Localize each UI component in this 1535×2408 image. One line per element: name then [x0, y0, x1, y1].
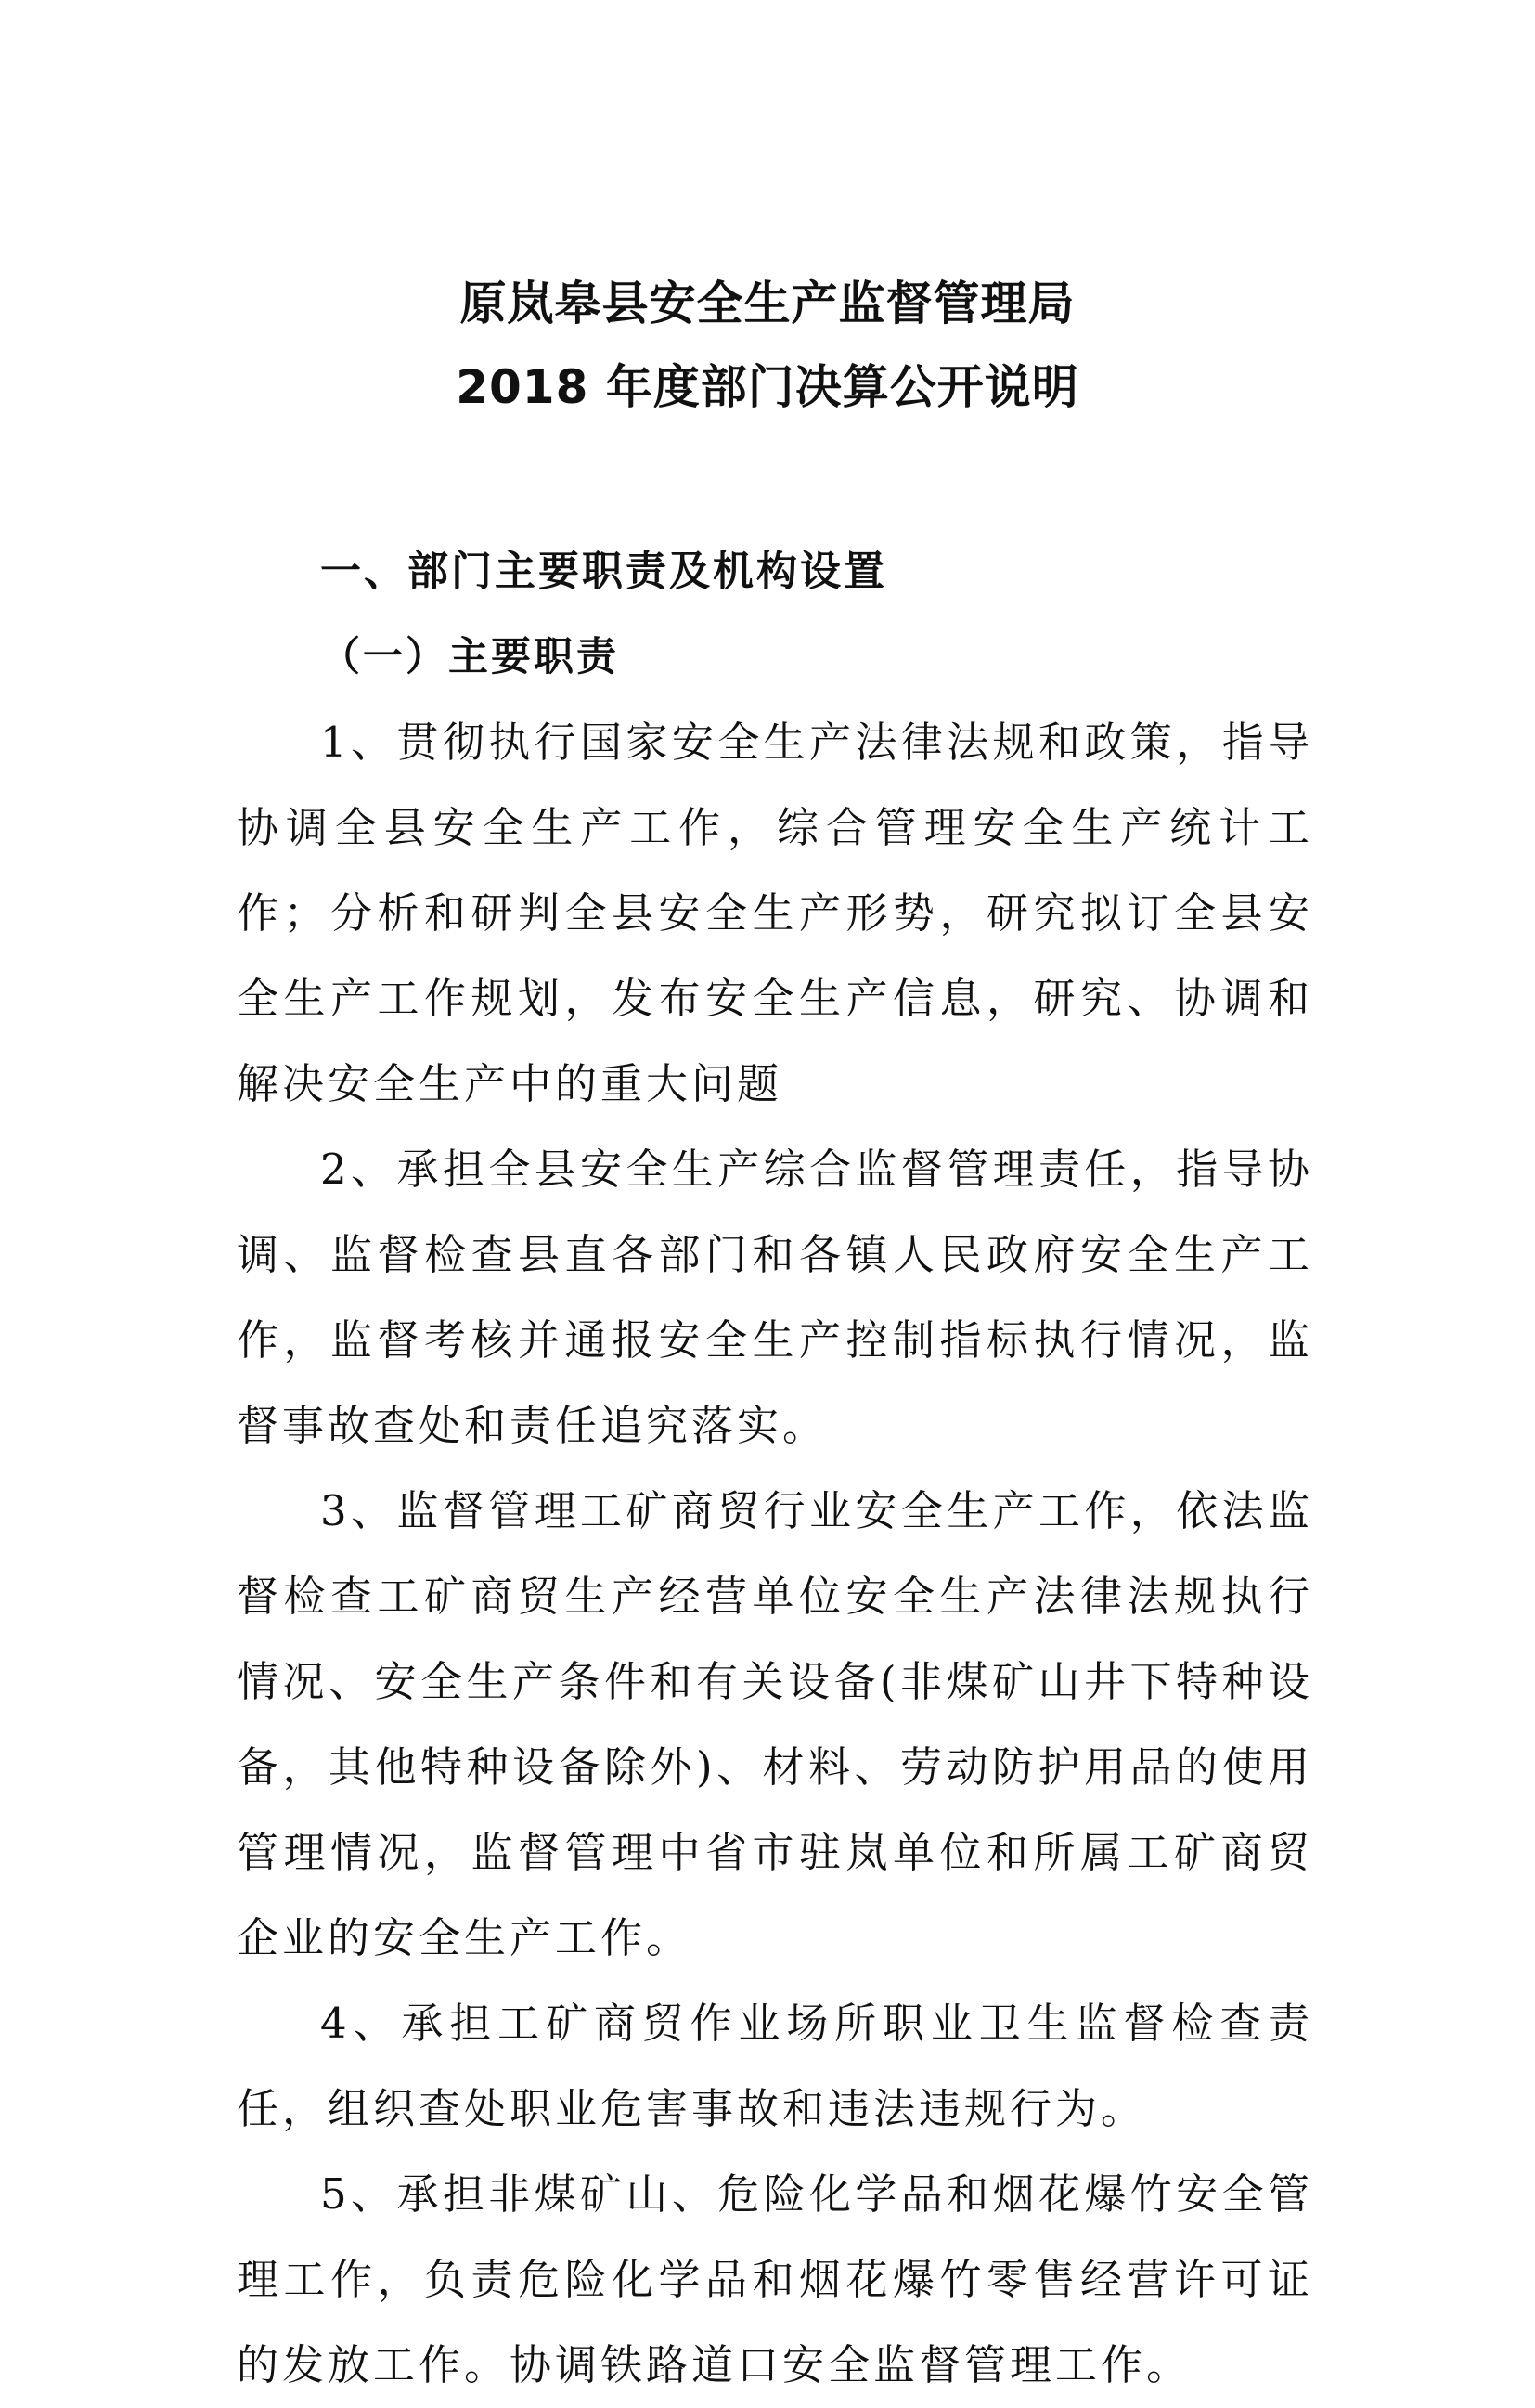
- paragraph-5: 5、承担非煤矿山、危险化学品和烟花爆竹安全管理工作，负责危险化学品和烟花爆竹零售经营许可证的发放工作。协调铁路道口安全监督管理工作。: [237, 2169, 1313, 2389]
- paragraph-4: 4、承担工矿商贸作业场所职业卫生监督检查责任，组织查处职业危害事故和违法违规行为。: [237, 1999, 1313, 2133]
- paragraph-2: 2、承担全县安全生产综合监督管理责任，指导协调、监督检查县直各部门和各镇人民政府安全生产工作，监督考核并通报安全生产控制指标执行情况，监督事故查处和责任追究落实。: [237, 1145, 1313, 1450]
- document-title-line-1: 原岚皋县安全生产监督管理局: [459, 277, 1076, 330]
- subsection-heading: （一）主要职责: [320, 634, 619, 680]
- section-heading: 一、部门主要职责及机构设置: [320, 548, 887, 595]
- paragraph-3: 3、监督管理工矿商贸行业安全生产工作，依法监督检查工矿商贸生产经营单位安全生产法律法规执行情况、安全生产条件和有关设备(非煤矿山井下特种设备，其他特种设备除外)、材料、劳动防护用品的使用管理情况，监督管理中省市驻岚单位和所属工矿商贸企业的安全生产工作。: [237, 1486, 1313, 1962]
- paragraph-1: 1、贯彻执行国家安全生产法律法规和政策，指导协调全县安全生产工作，综合管理安全生产统计工作；分析和研判全县安全生产形势，研究拟订全县安全生产工作规划，发布安全生产信息，研究、协调和解决安全生产中的重大问题: [237, 718, 1313, 1108]
- document-body: [237, 529, 1313, 2408]
- document-title-line-2: 2018 年度部门决算公开说明: [456, 360, 1079, 414]
